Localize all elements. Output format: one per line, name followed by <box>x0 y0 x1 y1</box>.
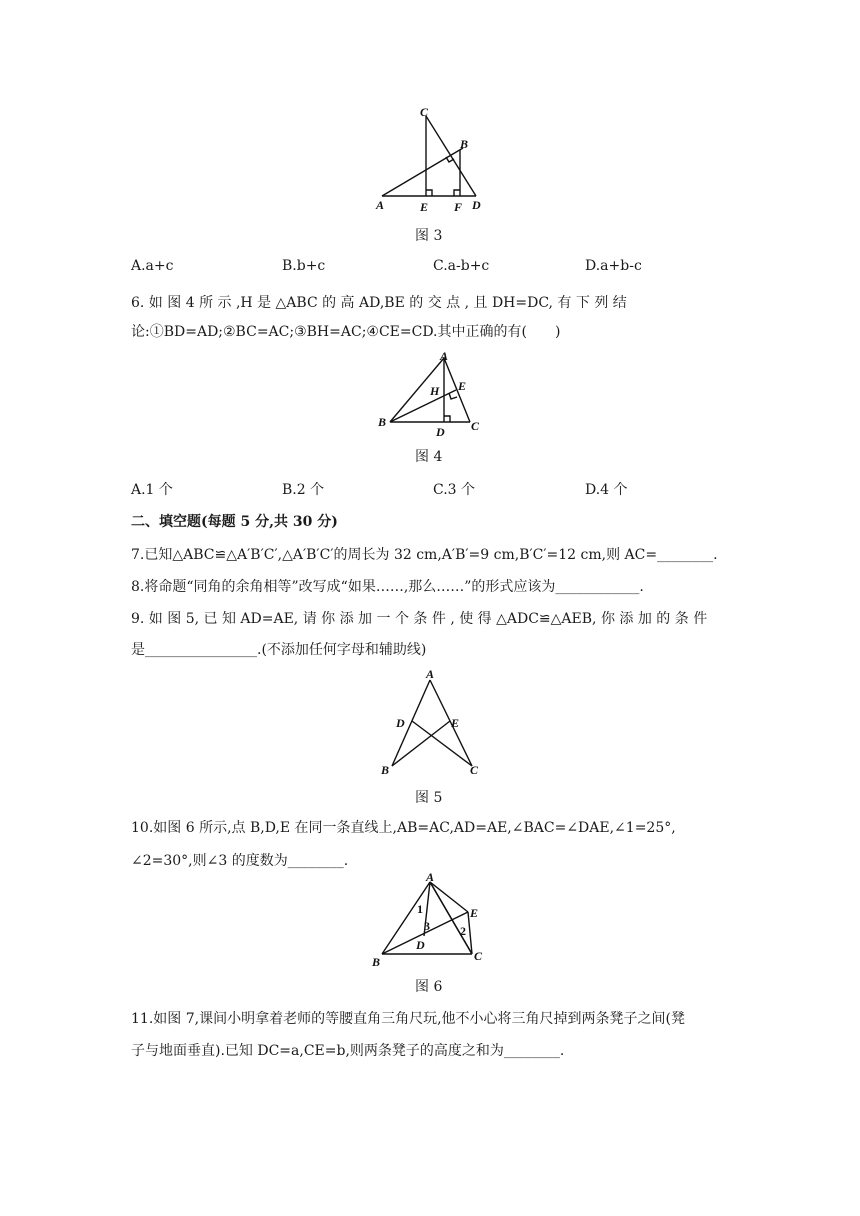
figure-6-diagram <box>368 872 492 970</box>
fig3-label-d: D <box>472 198 481 212</box>
q6-text-line2: 论:①BD=AD;②BC=AC;③BH=AC;④CE=CD.其中正确的有( ) <box>131 324 561 340</box>
figure-4-caption: 图 4 <box>415 449 443 465</box>
q10-text-line2: ∠2=30°,则∠3 的度数为________. <box>131 853 349 869</box>
q5-option-b: B.b+c <box>282 258 326 274</box>
fig3-label-f: F <box>454 200 463 214</box>
fig5-label-b: B <box>381 763 390 777</box>
fig5-label-a: A <box>426 667 435 681</box>
fig4-label-c: C <box>471 419 480 433</box>
fig3-label-b: B <box>460 137 469 151</box>
q6-text-line1: 6. 如 图 4 所 示 ,H 是 △ABC 的 高 AD,BE 的 交 点 , 且 DH=DC, 有 下 列 结 <box>131 295 627 311</box>
q11-text-line1: 11.如图 7,课间小明拿着老师的等腰直角三角尺玩,他不小心将三角尺掉到两条凳子之间(凳 <box>131 1011 685 1027</box>
q8-text: 8.将命题“同角的余角相等”改写成“如果……,那么……”的形式应该为____________. <box>131 579 644 595</box>
figure-5-caption: 图 5 <box>415 790 443 806</box>
fig4-label-d: D <box>436 425 445 439</box>
fig4-label-h: H <box>430 384 440 398</box>
q7-text: 7.已知△ABC≌△A′B′C′,△A′B′C′的周长为 32 cm,A′B′=9 cm,B′C′=12 cm,则 AC=________. <box>131 547 718 563</box>
fig4-label-b: B <box>378 415 387 429</box>
section-2-heading: 二、填空题(每题 5 分,共 30 分) <box>131 514 338 530</box>
q5-option-c: C.a-b+c <box>433 258 490 274</box>
fig6-label-angle-3: 3 <box>424 919 430 933</box>
figure-3-diagram <box>370 104 490 216</box>
fig6-label-e: E <box>470 906 479 920</box>
fig6-label-angle-1: 1 <box>417 902 423 916</box>
figure-4-diagram <box>374 350 494 440</box>
q6-option-c: C.3 个 <box>433 482 476 498</box>
figure-6-caption: 图 6 <box>415 979 443 995</box>
fig3-label-a: A <box>376 198 385 212</box>
q11-text-line2: 子与地面垂直).已知 DC=a,CE=b,则两条凳子的高度之和为________. <box>131 1043 565 1059</box>
fig6-label-angle-2: 2 <box>460 924 466 938</box>
fig6-label-d: D <box>416 938 425 952</box>
fig3-label-e: E <box>420 200 429 214</box>
figure-5-diagram <box>378 666 488 778</box>
q6-option-d: D.4 个 <box>585 482 628 498</box>
q6-option-a: A.1 个 <box>131 482 173 498</box>
q10-text-line1: 10.如图 6 所示,点 B,D,E 在同一条直线上,AB=AC,AD=AE,∠BAC=∠DAE,∠1=25°, <box>131 820 676 836</box>
fig6-label-a: A <box>426 872 435 884</box>
q5-option-d: D.a+b-c <box>585 258 642 274</box>
fig3-label-c: C <box>420 105 429 119</box>
fig5-label-d: D <box>396 716 405 730</box>
q9-text-line2: 是________________.(不添加任何字母和辅助线) <box>131 642 427 658</box>
fig5-label-c: C <box>470 763 479 777</box>
figure-3-caption: 图 3 <box>415 228 443 244</box>
fig4-label-e: E <box>458 379 467 393</box>
fig6-label-b: B <box>372 955 381 969</box>
fig5-label-e: E <box>451 716 460 730</box>
q5-option-a: A.a+c <box>131 258 174 274</box>
q6-option-b: B.2 个 <box>282 482 325 498</box>
fig6-label-c: C <box>474 949 483 963</box>
q9-text-line1: 9. 如 图 5, 已 知 AD=AE, 请 你 添 加 一 个 条 件 , 使 得 △ADC≌△AEB, 你 添 加 的 条 件 <box>131 611 708 627</box>
fig4-label-a: A <box>440 350 449 363</box>
